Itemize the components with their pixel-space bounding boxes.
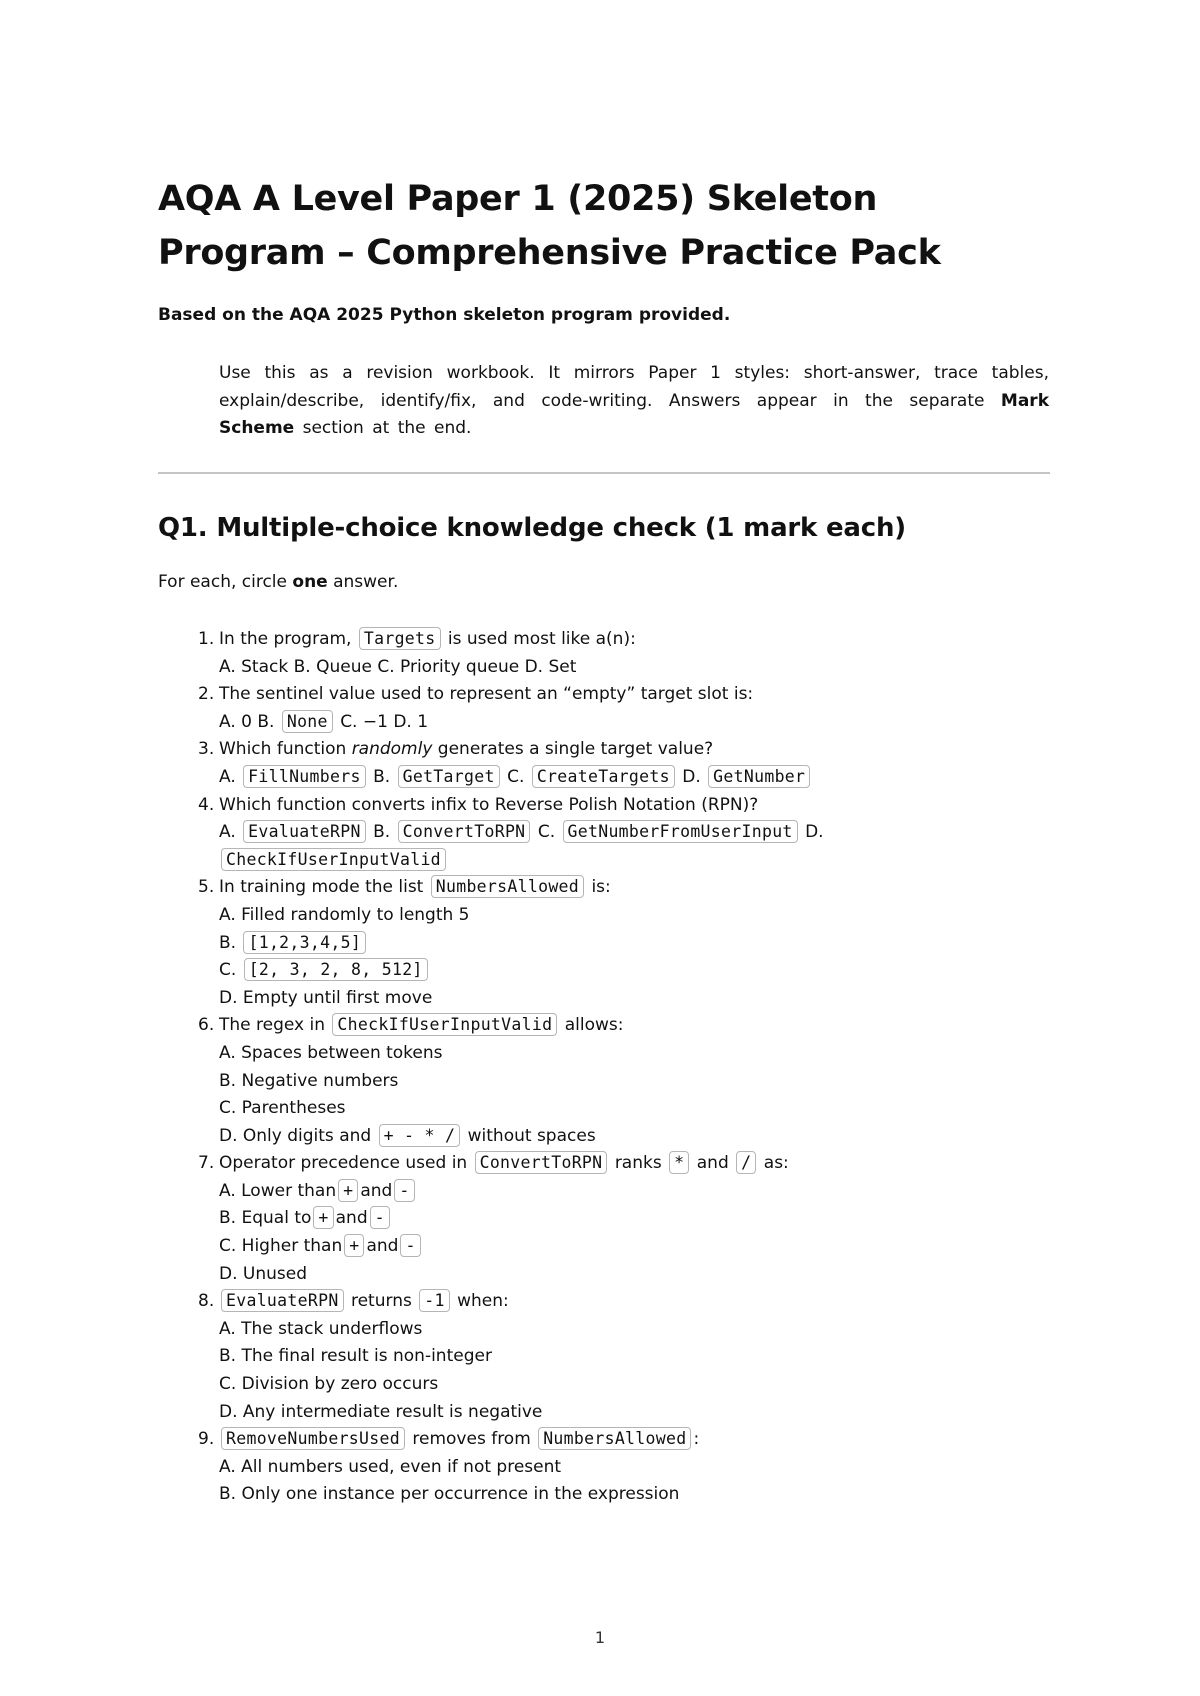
- inline-code: GetNumberFromUserInput: [563, 820, 798, 843]
- question-7: [158, 1150, 1050, 1288]
- instr-bold: one: [292, 572, 328, 592]
- option-b: B. Negative numbers: [219, 1070, 399, 1091]
- options-text: A. 0 B.: [219, 711, 275, 732]
- option-a: A. Filled randomly to length 5: [219, 904, 470, 925]
- option-c: C. Division by zero occurs: [219, 1374, 439, 1395]
- option-d-end: without spaces: [467, 1125, 596, 1146]
- page-title: AQA A Level Paper 1 (2025) Skeleton Program – Comprehensive Practice Pack: [158, 179, 941, 273]
- instr-text-end: answer.: [327, 572, 399, 592]
- option-c: C. Higher than: [219, 1236, 343, 1257]
- intro-text-end: section at the end.: [294, 418, 472, 438]
- option-d: D. Any intermediate result is negative: [219, 1401, 543, 1422]
- question-number: 2.: [198, 684, 215, 705]
- intro-bold: Mark Scheme: [219, 390, 1049, 438]
- option-c: C. Parentheses: [219, 1098, 346, 1119]
- option-label: A.: [219, 822, 236, 843]
- question-text: when:: [457, 1291, 509, 1312]
- question-text: is:: [591, 877, 611, 898]
- inline-code: *: [669, 1151, 689, 1174]
- option-b: B. Only one instance per occurrence in the expression: [219, 1484, 680, 1505]
- option-d: D. Only digits and: [219, 1125, 372, 1146]
- question-text: The regex in: [219, 1015, 326, 1036]
- inline-code: NumbersAllowed: [538, 1427, 691, 1450]
- inline-code: EvaluateRPN: [221, 1289, 344, 1312]
- inline-code: +: [338, 1179, 358, 1202]
- option-label: B.: [373, 766, 391, 787]
- inline-code: GetNumber: [708, 765, 810, 788]
- inline-code: -1: [419, 1289, 449, 1312]
- question-6: [158, 1012, 1050, 1150]
- options-line: A. Stack B. Queue C. Priority queue D. Set: [219, 656, 577, 677]
- subtitle: Based on the AQA 2025 Python skeleton program provided.: [158, 305, 731, 325]
- option-label: B.: [219, 932, 237, 953]
- inline-code: ConvertToRPN: [475, 1151, 608, 1174]
- question-5: [158, 874, 1050, 1012]
- question-4: [158, 792, 1050, 875]
- option-b: B. The final result is non-integer: [219, 1346, 492, 1367]
- question-text: ranks: [614, 1153, 662, 1174]
- inline-code: RemoveNumbersUsed: [221, 1427, 405, 1450]
- option-label: C.: [219, 960, 237, 981]
- option-a: A. Spaces between tokens: [219, 1042, 443, 1063]
- option-d: D. Unused: [219, 1263, 307, 1284]
- inline-code: EvaluateRPN: [243, 820, 366, 843]
- inline-code: ConvertToRPN: [398, 820, 531, 843]
- inline-code: [1,2,3,4,5]: [243, 931, 366, 954]
- section-heading-q1: Q1. Multiple-choice knowledge check (1 mark each): [158, 513, 906, 543]
- question-number: 1.: [198, 629, 215, 649]
- question-number: 4.: [198, 794, 215, 815]
- question-text: generates a single target value?: [432, 739, 714, 760]
- question-text: removes from: [412, 1429, 531, 1450]
- inline-code: None: [282, 710, 333, 733]
- question-text: :: [693, 1429, 700, 1450]
- question-9: [158, 1426, 1050, 1509]
- inline-code: -: [370, 1206, 390, 1229]
- inline-code: -: [394, 1179, 414, 1202]
- inline-code: FillNumbers: [243, 765, 366, 788]
- question-number: 8.: [198, 1291, 215, 1312]
- option-b: B. Equal to: [219, 1208, 312, 1229]
- inline-code: CheckIfUserInputValid: [221, 848, 446, 871]
- option-text: and: [366, 1236, 399, 1257]
- question-3: [158, 736, 1050, 791]
- question-text: In training mode the list: [219, 877, 424, 898]
- question-1: [158, 626, 1050, 681]
- question-text: and: [696, 1153, 729, 1174]
- inline-code: CreateTargets: [532, 765, 675, 788]
- inline-code: +: [344, 1234, 364, 1257]
- inline-code: [2, 3, 2, 8, 512]: [244, 958, 428, 981]
- option-d: D. Empty until first move: [219, 987, 433, 1008]
- horizontal-rule: [158, 472, 1050, 474]
- question-8: [158, 1288, 1050, 1426]
- question-number: 5.: [198, 877, 215, 898]
- option-text: and: [360, 1180, 393, 1201]
- question-text: Which function converts infix to Reverse Polish Notation (RPN)?: [219, 794, 759, 815]
- question-text: returns: [350, 1291, 412, 1312]
- inline-code: +: [313, 1206, 333, 1229]
- option-text: and: [335, 1208, 368, 1229]
- question-text: is used most like a(n):: [447, 629, 636, 649]
- page-number: 1: [594, 1628, 606, 1647]
- option-a: A. The stack underflows: [219, 1318, 423, 1339]
- inline-code: Targets: [359, 627, 441, 650]
- question-text: The sentinel value used to represent an “empty” target slot is:: [219, 684, 754, 705]
- inline-code: NumbersAllowed: [431, 875, 584, 898]
- question-text: Which function: [219, 739, 352, 760]
- option-label: D.: [682, 766, 701, 787]
- option-label: B.: [373, 822, 391, 843]
- inline-code: /: [736, 1151, 756, 1174]
- question-text: In the program,: [219, 629, 352, 649]
- question-text: as:: [763, 1153, 789, 1174]
- option-a: A. All numbers used, even if not present: [219, 1456, 562, 1477]
- options-text: C. −1 D. 1: [340, 711, 429, 732]
- inline-code: + - * /: [379, 1124, 461, 1147]
- intro-text: Use this as a revision workbook. It mirrors Paper 1 styles: short-answer, trace tables, explain/describe, identify/fix, and code-writing. Answers appear in the separate: [219, 363, 1049, 411]
- question-text: allows:: [564, 1015, 624, 1036]
- option-label: C.: [537, 822, 556, 843]
- instr-text: For each, circle: [158, 572, 293, 592]
- question-list: [158, 626, 1050, 1509]
- option-a: A. Lower than: [219, 1180, 337, 1201]
- question-text-italic: randomly: [351, 739, 433, 760]
- question-number: 7.: [198, 1153, 215, 1174]
- inline-code: GetTarget: [398, 765, 500, 788]
- option-label: D.: [805, 822, 824, 843]
- question-number: 9.: [198, 1429, 215, 1450]
- question-number: 3.: [198, 739, 215, 760]
- q1-instructions: [158, 572, 398, 592]
- intro-blockquote: [219, 360, 1049, 443]
- question-2: [158, 681, 1050, 736]
- option-label: A.: [219, 766, 236, 787]
- option-label: C.: [507, 766, 525, 787]
- inline-code: CheckIfUserInputValid: [332, 1013, 557, 1036]
- question-number: 6.: [198, 1015, 215, 1036]
- question-text: Operator precedence used in: [219, 1153, 468, 1174]
- inline-code: -: [400, 1234, 420, 1257]
